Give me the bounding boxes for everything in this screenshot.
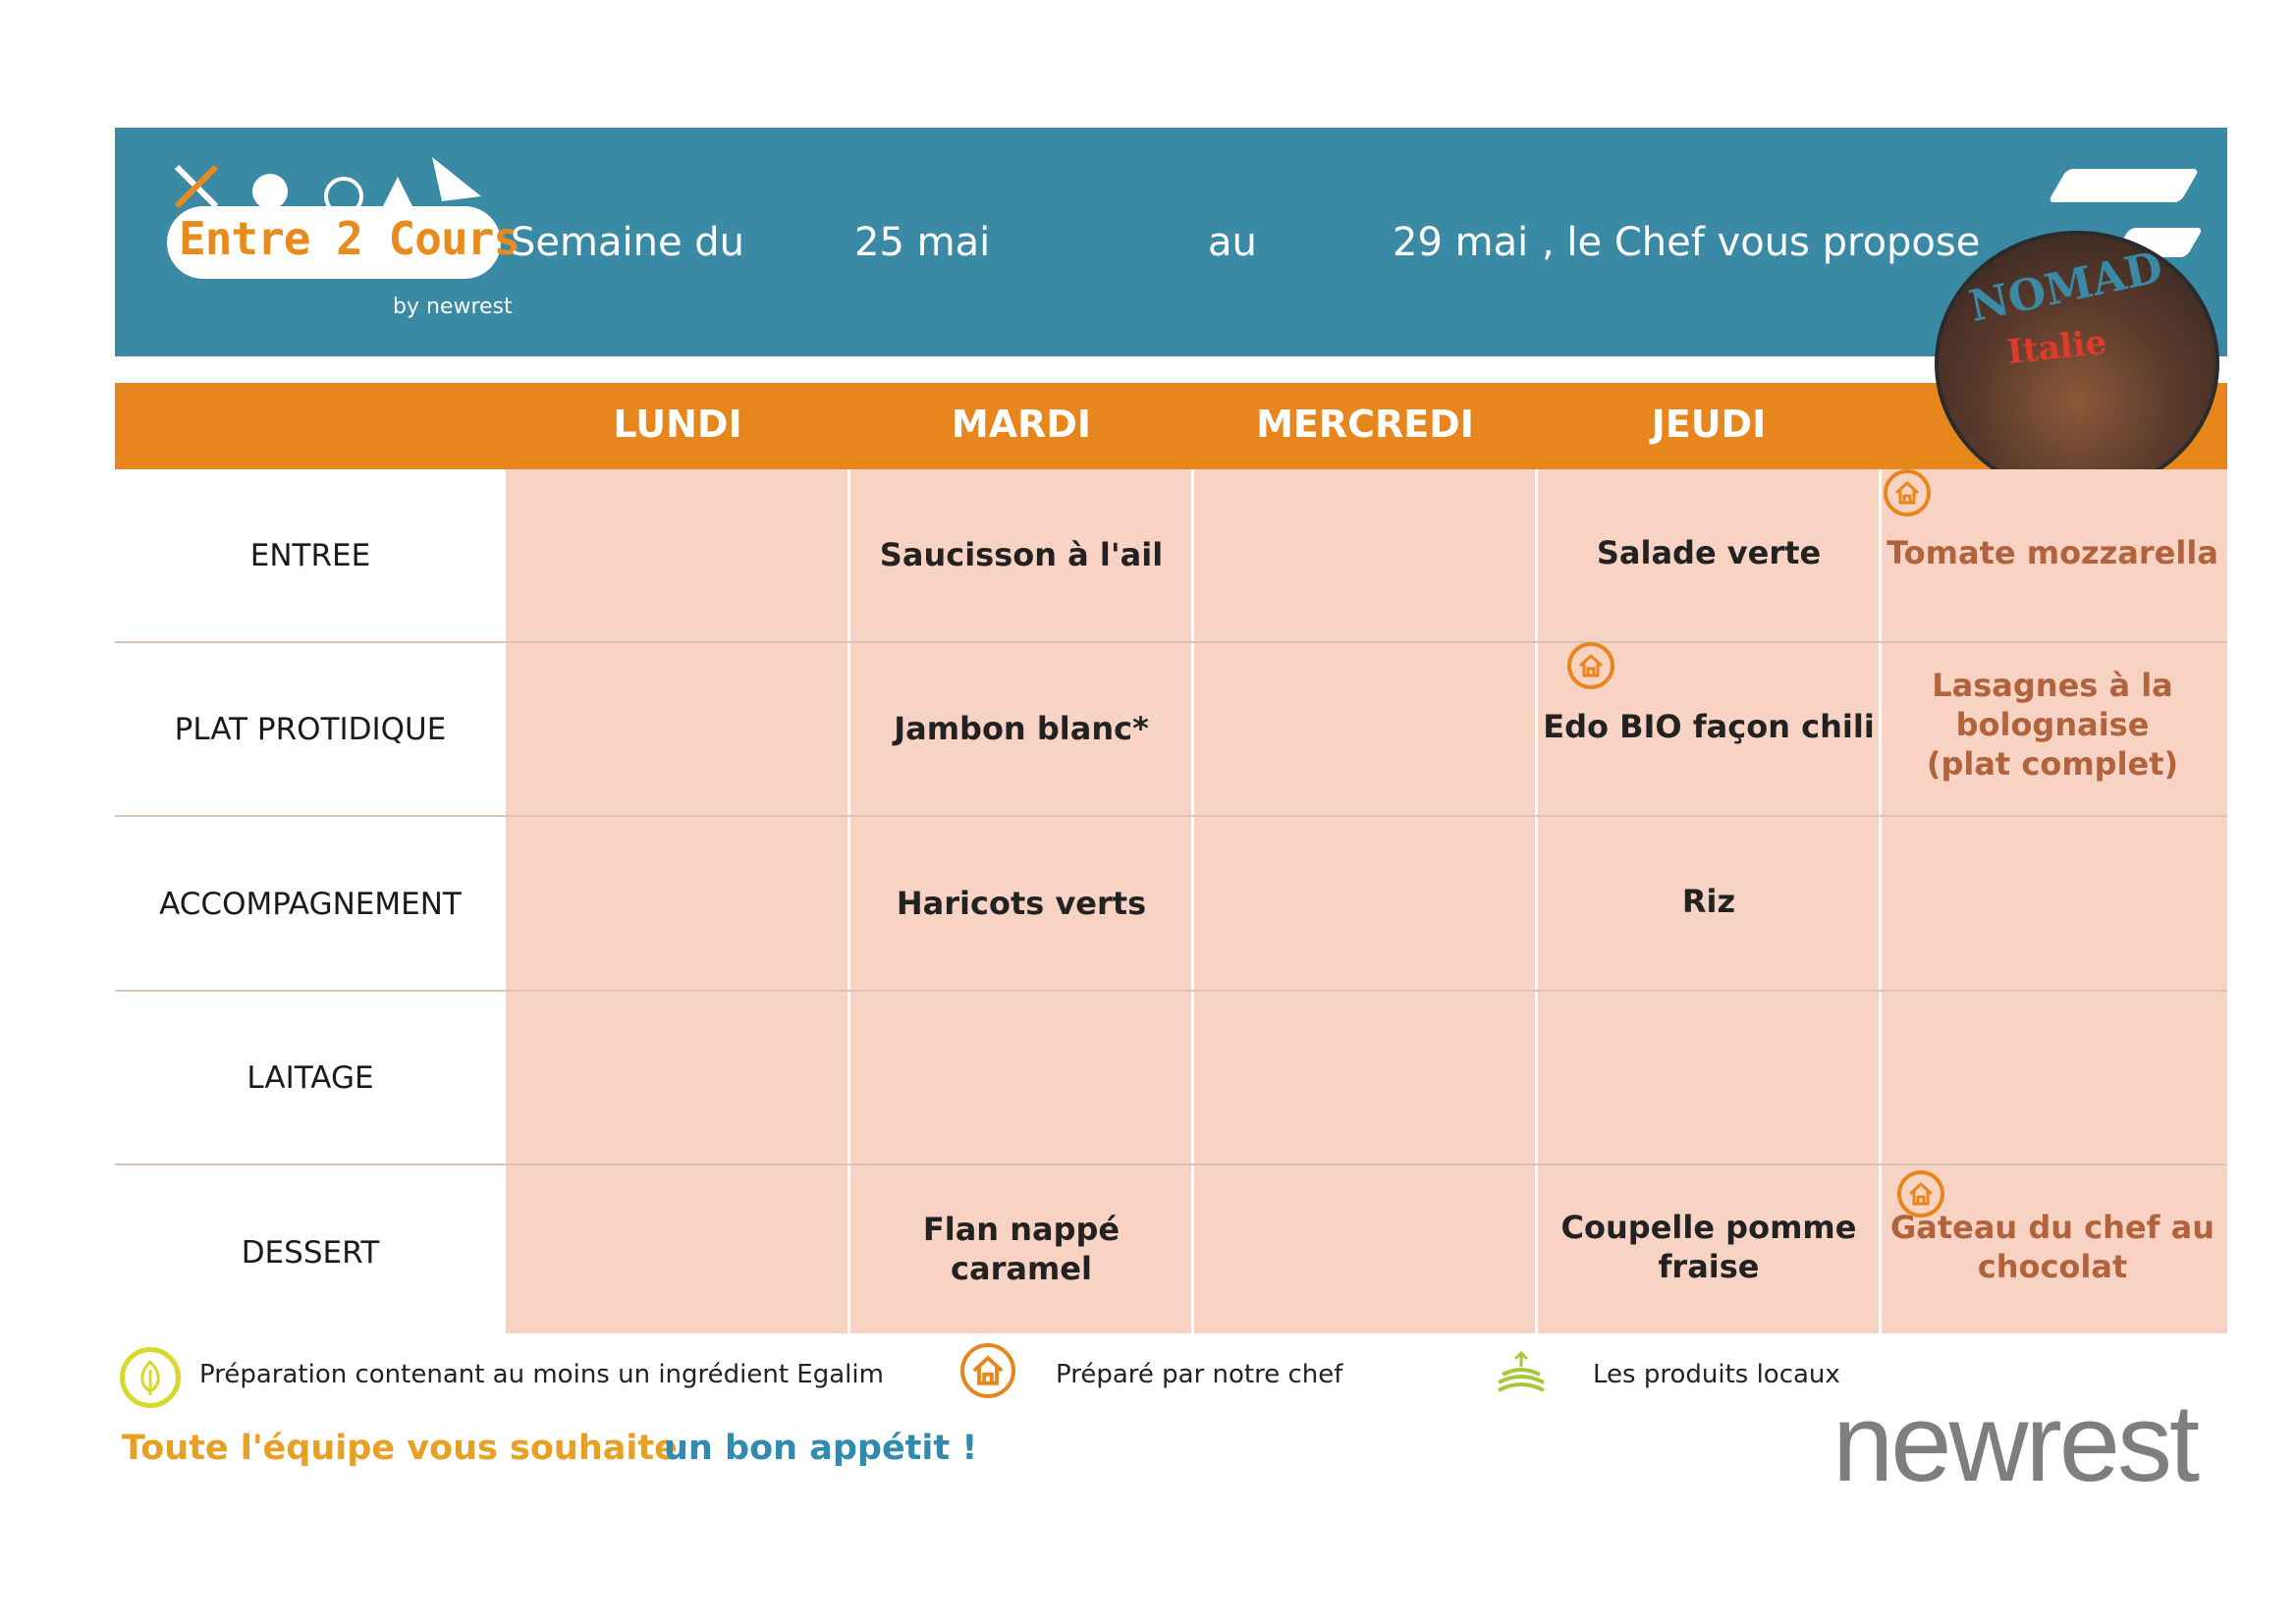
dessert-line: Gateau du chef au [1889,1209,2215,1246]
local-products-field-icon [1493,1347,1550,1404]
date-end: 29 mai [1393,220,1529,265]
legend-local: Les produits locaux [1593,1360,1840,1389]
menu-cell-mardi-entree: Saucisson à l'ail [879,536,1164,573]
row-label-laitage: LAITAGE [246,1060,374,1096]
row-divider [115,990,2227,992]
dessert-line: caramel [951,1250,1092,1287]
chef-icon [1884,469,1931,516]
nomad-sub: Italie [2005,322,2108,373]
menu-cell-mardi-dessert [849,1210,1193,1288]
legend-egalim: Préparation contenant au moins un ingrédient Egalim [199,1360,884,1389]
egalim-leaf-icon [120,1347,181,1408]
dessert-line: Flan nappé [922,1211,1121,1248]
menu-cell-vendredi-entree: Tomate mozzarella [1886,534,2218,571]
menu-cell-vendredi-dessert [1881,1208,2224,1286]
entre-2-cours-logo [157,147,520,334]
plat-line: bolognaise [1955,706,2150,743]
logo-text: Entre 2 Cours [179,212,520,265]
row-divider [115,641,2227,643]
chef-icon [960,1343,1015,1398]
nomad-italie-badge [1935,231,2219,496]
menu-grid [506,469,2227,1333]
semaine-label: Semaine du [511,220,745,265]
logo-by-newrest: by newrest [393,295,513,319]
menu-cell-mardi-accompagnement: Haricots verts [896,885,1147,922]
dessert-line: fraise [1658,1248,1760,1285]
menu-cell-vendredi-plat [1881,666,2224,784]
deco-stripe [2048,169,2200,202]
plat-line: Lasagnes à la [1932,667,2173,704]
plat-line: (plat complet) [1926,745,2179,783]
dessert-line: Coupelle pomme [1560,1209,1857,1246]
row-label-dessert: DESSERT [241,1235,380,1271]
row-label-entree: ENTREE [249,538,371,573]
dessert-line: chocolat [1977,1248,2128,1285]
slogan-part2: un bon appétit ! [664,1429,978,1468]
day-lundi: LUNDI [613,403,742,446]
legend-chef: Préparé par notre chef [1056,1360,1343,1389]
chef-icon [1567,642,1614,689]
row-label-accompagnement: ACCOMPAGNEMENT [159,887,462,922]
menu-cell-jeudi-dessert [1537,1208,1881,1286]
slogan-part1: Toute l'équipe vous souhaite [122,1429,678,1468]
day-jeudi: JEUDI [1651,403,1767,446]
newrest-logo: newrest [1832,1381,2198,1504]
propose-label: , le Chef vous propose [1542,220,1981,265]
menu-cell-jeudi-plat: Edo BIO façon chili [1543,708,1875,745]
row-divider [115,1164,2227,1165]
row-divider [115,815,2227,817]
date-start: 25 mai [854,220,991,265]
row-label-plat: PLAT PROTIDIQUE [174,712,447,747]
day-mardi: MARDI [951,403,1092,446]
au-label: au [1208,220,1257,265]
nomad-title: NOMAD [1964,242,2167,333]
menu-cell-mardi-plat: Jambon blanc* [894,710,1149,747]
menu-cell-jeudi-accompagnement: Riz [1681,883,1736,920]
menu-cell-jeudi-entree: Salade verte [1596,534,1822,571]
day-mercredi: MERCREDI [1256,403,1474,446]
